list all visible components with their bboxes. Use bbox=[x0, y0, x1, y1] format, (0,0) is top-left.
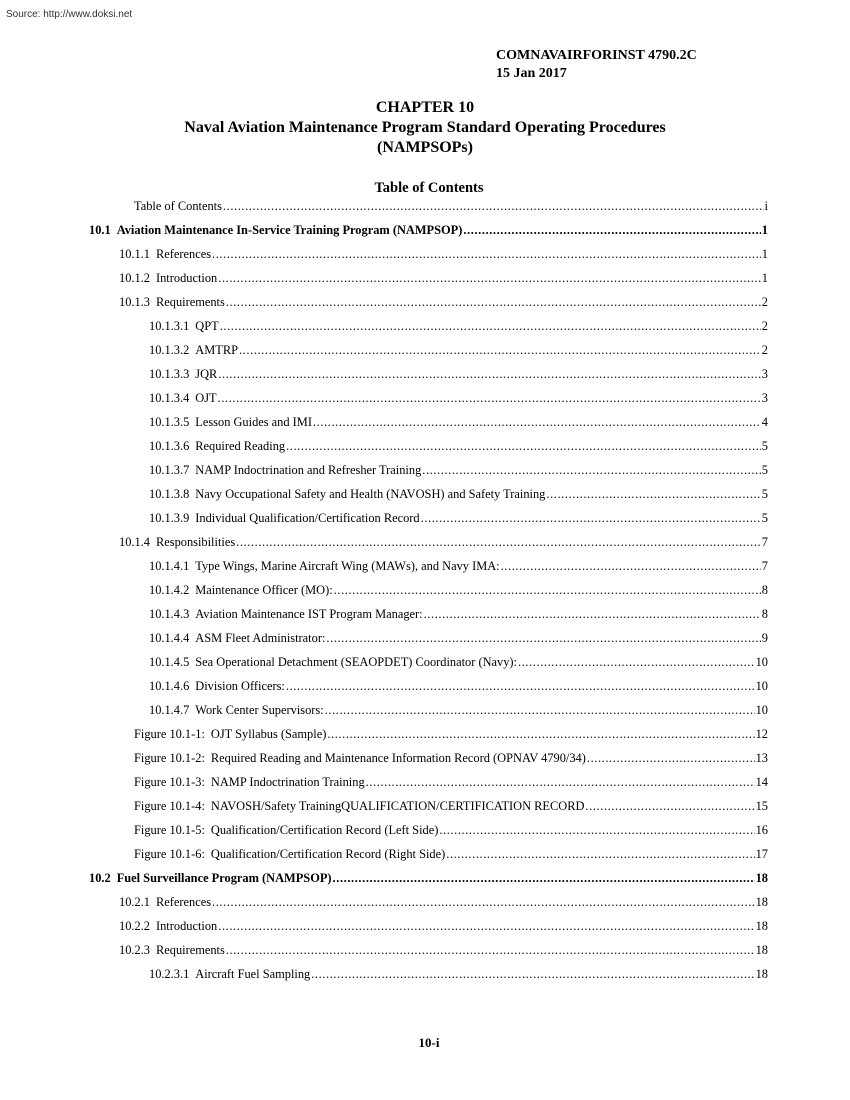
toc-entry-page: 4 bbox=[761, 415, 768, 429]
toc-entry[interactable] bbox=[119, 942, 768, 958]
toc-entry-page: 2 bbox=[761, 343, 768, 357]
toc-leader-dots bbox=[501, 558, 761, 574]
toc-entry-number: 10.1.4.4 bbox=[149, 631, 190, 645]
toc-entry-number: Figure 10.1-6: bbox=[134, 847, 205, 861]
toc-leader-dots bbox=[239, 342, 761, 358]
toc-entry-title: Requirements bbox=[155, 295, 225, 309]
toc-entry-number: 10.1.3.9 bbox=[149, 511, 190, 525]
toc-entry-title: QPT bbox=[195, 319, 219, 333]
toc-entry-number: 10.1.3.7 bbox=[149, 463, 190, 477]
toc-entry[interactable] bbox=[149, 678, 768, 694]
toc-entry-number: 10.2.3 bbox=[119, 943, 150, 957]
toc-entry[interactable] bbox=[134, 774, 768, 790]
toc-entry[interactable] bbox=[149, 390, 768, 406]
toc-entry-title: Division Officers: bbox=[195, 679, 285, 693]
toc-entry[interactable] bbox=[134, 726, 768, 742]
toc-leader-dots bbox=[546, 486, 760, 502]
toc-leader-dots bbox=[223, 198, 764, 214]
toc-entry[interactable] bbox=[149, 654, 768, 670]
toc-entry-page: 3 bbox=[761, 367, 768, 381]
toc-entry-title: OJT bbox=[195, 391, 217, 405]
toc-entry-title: Aircraft Fuel Sampling bbox=[195, 967, 311, 981]
toc-entry-page: 10 bbox=[755, 703, 768, 717]
toc-entry-title: NAMP Indoctrination Training bbox=[210, 775, 365, 789]
toc-entry[interactable] bbox=[149, 582, 768, 598]
toc-entry-page: 7 bbox=[761, 535, 768, 549]
document-date: 15 Jan 2017 bbox=[496, 66, 567, 81]
chapter-number: CHAPTER 10 bbox=[375, 99, 475, 116]
toc-entry[interactable] bbox=[149, 630, 768, 646]
toc-entry-number: 10.1.2 bbox=[119, 271, 150, 285]
toc-entry-page: 14 bbox=[755, 775, 768, 789]
toc-entry-number: 10.1.4 bbox=[119, 535, 150, 549]
toc-entry-page: i bbox=[764, 199, 768, 213]
toc-entry-title: Qualification/Certification Record (Right Side) bbox=[210, 847, 446, 861]
toc-entry-title: Table of Contents bbox=[134, 199, 222, 213]
toc-entry-page: 3 bbox=[761, 391, 768, 405]
toc-leader-dots bbox=[218, 918, 754, 934]
toc-entry[interactable] bbox=[89, 870, 768, 886]
toc-entry-number: 10.1 bbox=[89, 223, 111, 237]
toc-entry-title: AMTRP bbox=[195, 343, 238, 357]
toc-entry-number: 10.2.3.1 bbox=[149, 967, 190, 981]
toc-entry-title: Sea Operational Detachment (SEAOPDET) Coordinator (Navy): bbox=[195, 655, 518, 669]
toc-entry-title: OJT Syllabus (Sample) bbox=[210, 727, 327, 741]
toc-entry[interactable] bbox=[134, 798, 768, 814]
toc-entry[interactable] bbox=[149, 438, 768, 454]
toc-entry[interactable] bbox=[119, 894, 768, 910]
toc-entry-page: 13 bbox=[755, 751, 768, 765]
toc-entry-number: 10.1.4.5 bbox=[149, 655, 190, 669]
toc-entry-number: 10.1.4.1 bbox=[149, 559, 190, 573]
toc-leader-dots bbox=[325, 702, 755, 718]
toc-leader-dots bbox=[463, 222, 760, 238]
toc-entry-title: References bbox=[155, 895, 212, 909]
toc-entry-number: 10.1.1 bbox=[119, 247, 150, 261]
toc-leader-dots bbox=[212, 246, 761, 262]
toc-entry-number: 10.1.3.5 bbox=[149, 415, 190, 429]
toc-leader-dots bbox=[212, 894, 755, 910]
toc-entry[interactable] bbox=[89, 222, 768, 238]
toc-entry[interactable] bbox=[149, 318, 768, 334]
toc-entry-page: 9 bbox=[761, 631, 768, 645]
toc-entry-page: 17 bbox=[755, 847, 768, 861]
toc-entry-title: Maintenance Officer (MO): bbox=[195, 583, 333, 597]
toc-leader-dots bbox=[236, 534, 761, 550]
toc-entry-title: Type Wings, Marine Aircraft Wing (MAWs), and Navy IMA: bbox=[195, 559, 500, 573]
toc-entry[interactable] bbox=[149, 486, 768, 502]
toc-entry[interactable] bbox=[119, 246, 768, 262]
toc-entry-title: NAMP Indoctrination and Refresher Training bbox=[195, 463, 422, 477]
toc-entry[interactable] bbox=[149, 510, 768, 526]
toc-entry-page: 10 bbox=[755, 655, 768, 669]
toc-entry-page: 10 bbox=[755, 679, 768, 693]
toc-entry-number: 10.1.3.3 bbox=[149, 367, 190, 381]
toc-entry-number: Figure 10.1-1: bbox=[134, 727, 205, 741]
toc-leader-dots bbox=[333, 870, 755, 886]
toc-entry-title: Work Center Supervisors: bbox=[195, 703, 324, 717]
toc-entry-page: 7 bbox=[761, 559, 768, 573]
toc-entry-page: 5 bbox=[761, 463, 768, 477]
toc-entry-title: Aviation Maintenance IST Program Manager: bbox=[195, 607, 423, 621]
toc-entry-number: 10.2.2 bbox=[119, 919, 150, 933]
toc-entry-page: 1 bbox=[761, 223, 768, 237]
source-label: Source: http://www.doksi.net bbox=[6, 9, 133, 20]
toc-leader-dots bbox=[286, 678, 755, 694]
toc-entry-page: 15 bbox=[755, 799, 768, 813]
toc-entry-title: Introduction bbox=[155, 271, 218, 285]
toc-entry[interactable] bbox=[149, 366, 768, 382]
toc-leader-dots bbox=[226, 294, 761, 310]
toc-leader-dots bbox=[327, 726, 754, 742]
toc-entry-number: 10.1.3 bbox=[119, 295, 150, 309]
toc-entry-number: 10.1.3.1 bbox=[149, 319, 190, 333]
toc-leader-dots bbox=[218, 270, 761, 286]
toc-entry-number: 10.1.4.6 bbox=[149, 679, 190, 693]
page-number: 10-i bbox=[418, 1035, 440, 1050]
toc-entry-title: Fuel Surveillance Program (NAMPSOP) bbox=[116, 871, 332, 885]
toc-leader-dots bbox=[220, 318, 761, 334]
toc-entry-number: 10.1.3.4 bbox=[149, 391, 190, 405]
toc-entry-page: 5 bbox=[761, 439, 768, 453]
toc-leader-dots bbox=[446, 846, 754, 862]
toc-leader-dots bbox=[311, 966, 754, 982]
toc-leader-dots bbox=[334, 582, 761, 598]
chapter-title: Naval Aviation Maintenance Program Standard Operating Procedures bbox=[184, 119, 666, 136]
toc-entry[interactable] bbox=[119, 270, 768, 286]
toc-entry-title: JQR bbox=[195, 367, 218, 381]
toc-entry-page: 18 bbox=[755, 871, 768, 885]
toc-entry-title: Required Reading bbox=[195, 439, 286, 453]
toc-entry-title: References bbox=[155, 247, 212, 261]
toc-entry-number: 10.2 bbox=[89, 871, 111, 885]
toc-heading: Table of Contents bbox=[374, 180, 484, 196]
toc-entry-number: 10.1.4.3 bbox=[149, 607, 190, 621]
toc-leader-dots bbox=[366, 774, 755, 790]
toc-entry[interactable] bbox=[134, 198, 768, 214]
toc-leader-dots bbox=[587, 750, 755, 766]
toc-entry-number: 10.1.4.2 bbox=[149, 583, 190, 597]
toc-entry-page: 18 bbox=[755, 895, 768, 909]
toc-leader-dots bbox=[226, 942, 755, 958]
toc-entry-title: Aviation Maintenance In-Service Training Program (NAMPSOP) bbox=[116, 223, 463, 237]
toc-entry-number: Figure 10.1-4: bbox=[134, 799, 205, 813]
toc-entry-page: 5 bbox=[761, 511, 768, 525]
toc-entry[interactable] bbox=[134, 846, 768, 862]
toc-leader-dots bbox=[286, 438, 761, 454]
toc-entry-page: 18 bbox=[755, 943, 768, 957]
toc-entry[interactable] bbox=[119, 534, 768, 550]
toc-leader-dots bbox=[326, 630, 760, 646]
instruction-number: COMNAVAIRFORINST 4790.2C bbox=[496, 48, 697, 63]
toc-entry[interactable] bbox=[119, 918, 768, 934]
chapter-title-block bbox=[0, 98, 850, 158]
chapter-title-abbrev: (NAMPSOPs) bbox=[377, 139, 473, 156]
toc-leader-dots bbox=[439, 822, 754, 838]
toc-leader-dots bbox=[313, 414, 761, 430]
toc-entry-number: 10.1.3.8 bbox=[149, 487, 190, 501]
toc-entry-page: 18 bbox=[755, 967, 768, 981]
toc-entry-title: Requirements bbox=[155, 943, 225, 957]
toc-entry-title: ASM Fleet Administrator: bbox=[195, 631, 326, 645]
toc-entry-title: Navy Occupational Safety and Health (NAVOSH) and Safety Training bbox=[195, 487, 546, 501]
toc-entry-title: Qualification/Certification Record (Left Side) bbox=[210, 823, 439, 837]
toc-entry-title: Responsibilities bbox=[155, 535, 236, 549]
toc-entry-page: 2 bbox=[761, 295, 768, 309]
toc-leader-dots bbox=[585, 798, 754, 814]
toc-entry-page: 2 bbox=[761, 319, 768, 333]
toc-entry[interactable] bbox=[149, 462, 768, 478]
toc-entry-page: 16 bbox=[755, 823, 768, 837]
toc-entry-number: 10.2.1 bbox=[119, 895, 150, 909]
toc-entry-number: Figure 10.1-5: bbox=[134, 823, 205, 837]
document-header bbox=[496, 47, 697, 83]
toc-entry[interactable] bbox=[149, 414, 768, 430]
toc-entry-number: 10.1.3.6 bbox=[149, 439, 190, 453]
toc-leader-dots bbox=[518, 654, 755, 670]
toc-entry-number: Figure 10.1-2: bbox=[134, 751, 205, 765]
toc-entry[interactable] bbox=[149, 342, 768, 358]
toc-leader-dots bbox=[424, 606, 761, 622]
toc-entry-page: 1 bbox=[761, 247, 768, 261]
toc-entry-page: 5 bbox=[761, 487, 768, 501]
toc-entry[interactable] bbox=[149, 702, 768, 718]
toc-entry[interactable] bbox=[119, 294, 768, 310]
toc-entry-page: 18 bbox=[755, 919, 768, 933]
toc-entry[interactable] bbox=[134, 750, 768, 766]
toc-leader-dots bbox=[218, 366, 760, 382]
toc-entry-page: 1 bbox=[761, 271, 768, 285]
toc-entry-number: 10.1.3.2 bbox=[149, 343, 190, 357]
toc-leader-dots bbox=[422, 462, 761, 478]
toc-entry-title: NAVOSH/Safety TrainingQUALIFICATION/CERTIFICATION RECORD bbox=[210, 799, 585, 813]
toc-entry-page: 12 bbox=[755, 727, 768, 741]
toc-entry-title: Individual Qualification/Certification Record bbox=[195, 511, 420, 525]
toc-entry[interactable] bbox=[149, 558, 768, 574]
toc-entry-page: 8 bbox=[761, 583, 768, 597]
toc-entry-title: Required Reading and Maintenance Information Record (OPNAV 4790/34) bbox=[210, 751, 586, 765]
toc-entry[interactable] bbox=[134, 822, 768, 838]
toc-entry-title: Introduction bbox=[155, 919, 218, 933]
toc-entry[interactable] bbox=[149, 606, 768, 622]
toc-entry-number: Figure 10.1-3: bbox=[134, 775, 205, 789]
toc-entry-number: 10.1.4.7 bbox=[149, 703, 190, 717]
toc-entry-page: 8 bbox=[761, 607, 768, 621]
toc-entry-title: Lesson Guides and IMI bbox=[195, 415, 312, 429]
toc-leader-dots bbox=[421, 510, 761, 526]
toc-entry[interactable] bbox=[149, 966, 768, 982]
toc-leader-dots bbox=[218, 390, 761, 406]
